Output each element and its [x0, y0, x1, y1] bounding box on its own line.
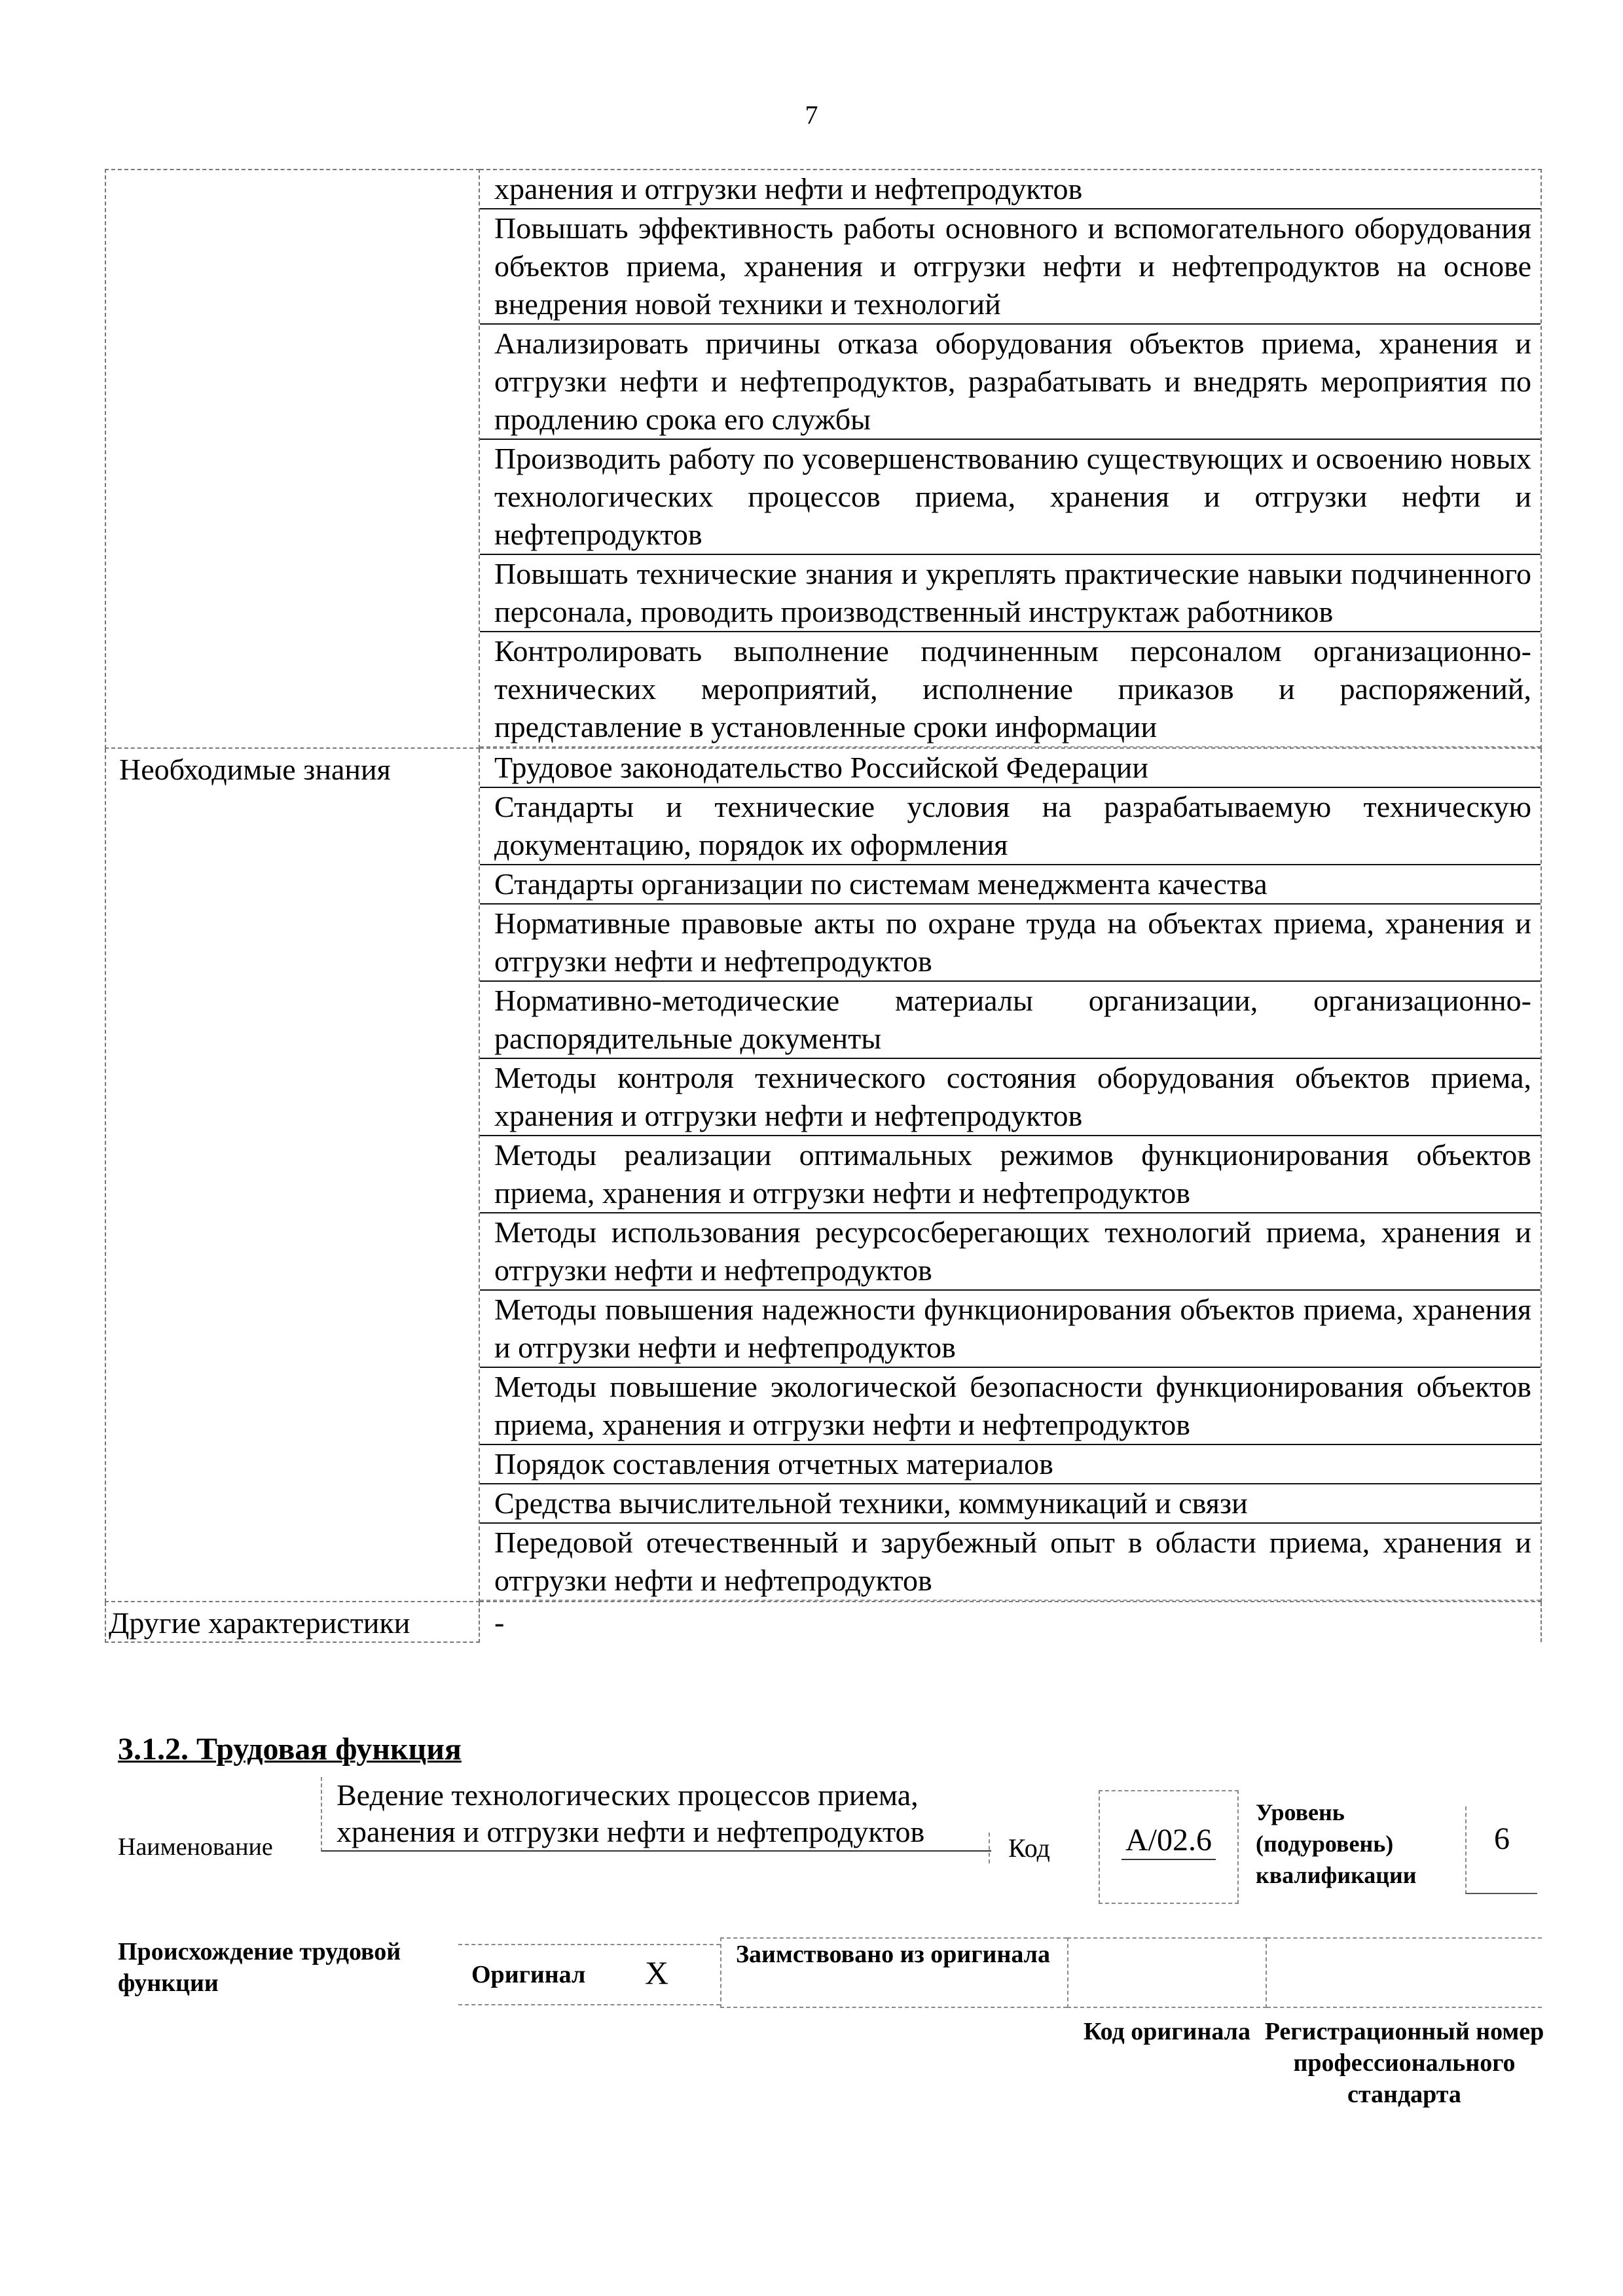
- code-box: [1099, 1790, 1239, 1904]
- list-item: Нормативные правовые акты по охране труда на объектах приема, хранения и отгрузки нефти и нефтепродуктов: [480, 905, 1541, 982]
- function-name: Ведение технологических процессов приема, хранения и отгрузки нефти и нефтепродуктов: [321, 1777, 991, 1852]
- list-item: Повышать эффективность работы основного и вспомогательного оборудования объектов приема, хранения и отгрузки нефти и нефтепродуктов на основе внедрения новой техники и технологий: [480, 209, 1541, 325]
- list-item: Методы реализации оптимальных режимов функционирования объектов приема, хранения и отгрузки нефти и нефтепродуктов: [480, 1136, 1541, 1213]
- other-value: -: [479, 1602, 1541, 1642]
- continuation-label-cell: [105, 170, 479, 748]
- original-code-box: [1067, 1937, 1267, 2008]
- original-label: Оригинал: [471, 1961, 586, 1988]
- table-row: [105, 748, 1541, 1602]
- list-item: Производить работу по усовершенствованию существующих и освоению новых технологических процессов приема, хранения и отгрузки нефти и нефтепродуктов: [480, 440, 1541, 555]
- list-item: Трудовое законодательство Российской Федерации: [480, 749, 1541, 788]
- level-label: Уровень (подуровень) квалификации: [1256, 1799, 1417, 1888]
- list-item: Методы повышение экологической безопасности функционирования объектов приема, хранения и отгрузки нефти и нефтепродуктов: [480, 1368, 1541, 1445]
- list-item: Стандарты организации по системам менеджмента качества: [480, 865, 1541, 905]
- table-row: [105, 1602, 1541, 1642]
- list-item: Средства вычислительной техники, коммуникаций и связи: [480, 1484, 1541, 1524]
- origin-label: Происхождение трудовой функции: [118, 1938, 401, 1997]
- name-label: Наименование: [118, 1833, 273, 1861]
- original-mark: X: [645, 1954, 669, 1991]
- list-item: Повышать технические знания и укреплять практические навыки подчиненного персонала, проводить производственный инструктаж работников: [480, 555, 1541, 632]
- borrowed-label: Заимствовано из оригинала: [720, 1937, 1067, 2008]
- registration-number-box: [1267, 1937, 1542, 2008]
- continuation-cell: [479, 170, 1541, 748]
- list-item: Контролировать выполнение подчиненным персоналом организационно-технических мероприятий, исполнение приказов и распоряжений, представление в установленные сроки информации: [480, 632, 1541, 747]
- registration-number-caption: Регистрационный номер профессионального стандарта: [1264, 2018, 1544, 2108]
- list-item: Порядок составления отчетных материалов: [480, 1445, 1541, 1484]
- knowledge-label: Необходимые знания: [105, 748, 479, 1602]
- level-value: 6: [1465, 1806, 1537, 1894]
- list-item: Методы повышения надежности функционирования объектов приема, хранения и отгрузки нефти и нефтепродуктов: [480, 1291, 1541, 1368]
- list-item: Стандарты и технические условия на разрабатываемую техническую документацию, порядок их оформления: [480, 788, 1541, 865]
- list-item: Передовой отечественный и зарубежный опыт в области приема, хранения и отгрузки нефти и нефтепродуктов: [480, 1524, 1541, 1601]
- knowledge-cell: [479, 748, 1541, 1602]
- code-label: Код: [989, 1833, 1050, 1863]
- page-number: 7: [805, 100, 818, 130]
- section-heading: 3.1.2. Трудовая функция: [118, 1732, 462, 1767]
- list-item: Методы использования ресурсосберегающих технологий приема, хранения и отгрузки нефти и нефтепродуктов: [480, 1213, 1541, 1291]
- requirements-table: [105, 169, 1542, 1643]
- table-row: [105, 170, 1541, 748]
- code-value: А/02.6: [1122, 1822, 1216, 1860]
- list-item: хранения и отгрузки нефти и нефтепродуктов: [480, 170, 1541, 209]
- original-code-caption: Код оригинала: [1083, 2018, 1250, 2045]
- other-label: Другие характеристики: [105, 1602, 479, 1642]
- list-item: Нормативно-методические материалы организации, организационно-распорядительные документы: [480, 982, 1541, 1059]
- list-item: Анализировать причины отказа оборудования объектов приема, хранения и отгрузки нефти и нефтепродуктов, разрабатывать и внедрять мероприятия по продлению срока его службы: [480, 325, 1541, 440]
- list-item: Методы контроля технического состояния оборудования объектов приема, хранения и отгрузки нефти и нефтепродуктов: [480, 1059, 1541, 1136]
